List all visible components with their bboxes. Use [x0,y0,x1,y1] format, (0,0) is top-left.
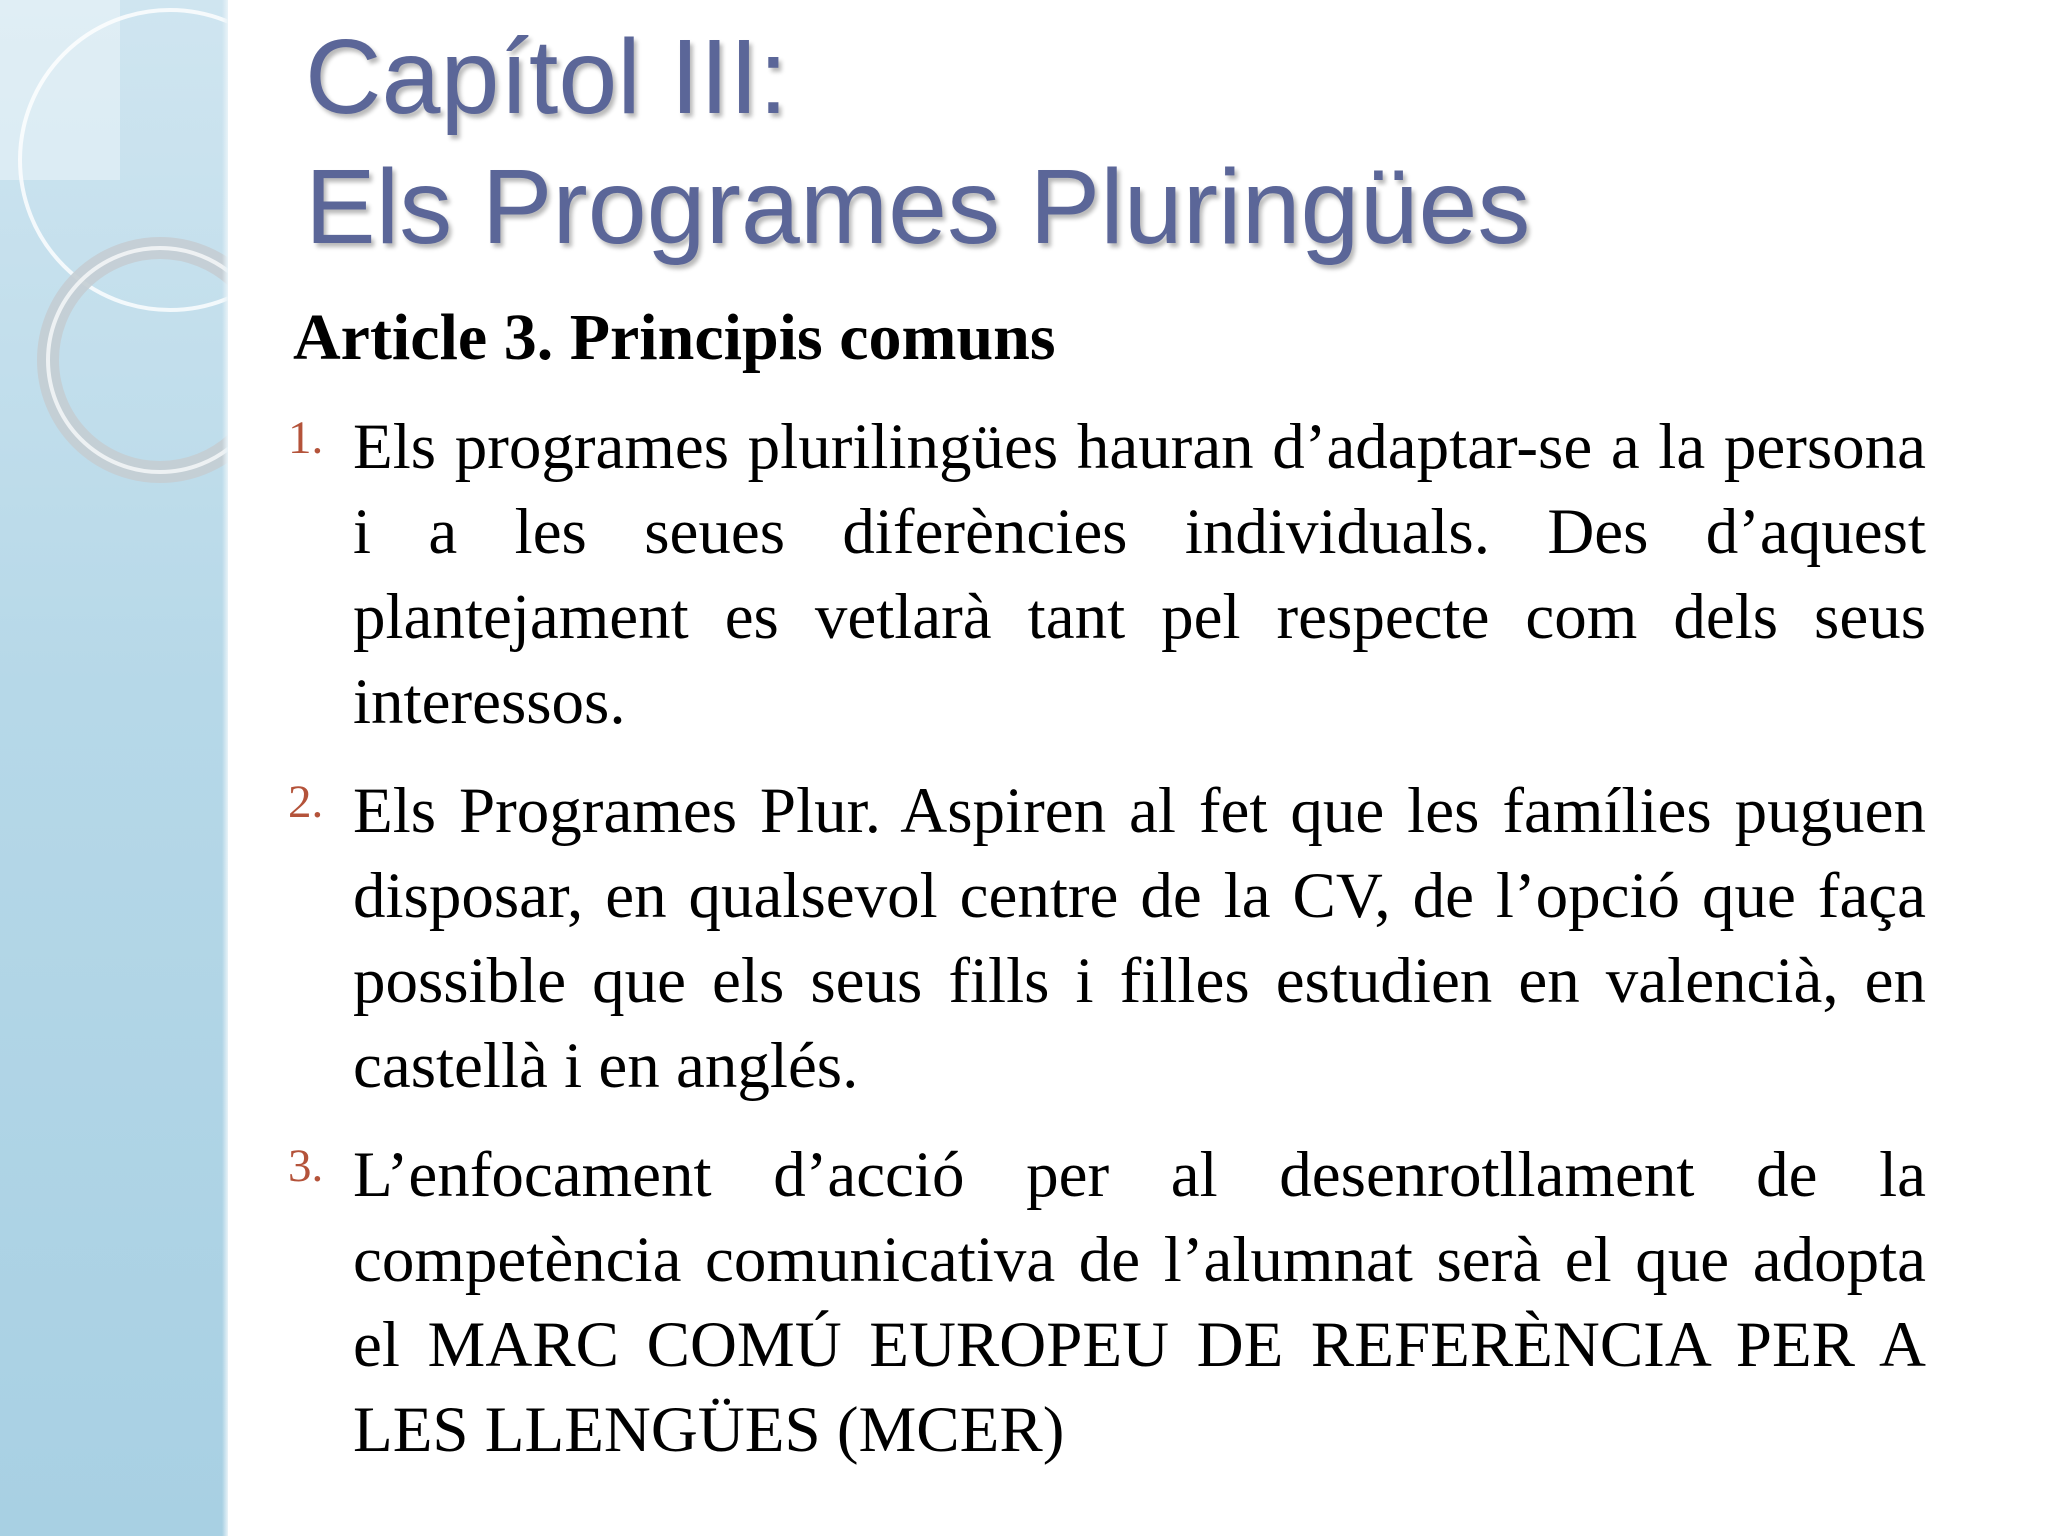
article-heading: Article 3. Principis comuns [293,301,1056,374]
slide-title-line-2: Els Programes Pluringües [305,148,1531,266]
slide-title-line-1: Capítol III: [305,18,789,136]
list-item-text: Els Programes Plur. Aspiren al fet que les famílies puguen disposar, en qualsevol centre de la CV, de l’opció que faça possible que els seus fills i filles estudien en valencià, en castellà i en anglés. [353,775,1926,1102]
list-item-number: 1. [288,412,324,464]
principles-list [288,405,1926,1497]
list-item-text: Els programes plurilingües hauran d’adaptar-se a la persona i a les seues diferències individuals. Des d’aquest plantejament es vetlarà tant pel respecte com dels seus interessos. [353,411,1926,738]
list-item [288,769,1926,1109]
list-item-number: 2. [288,776,324,828]
decorative-circles [0,0,228,520]
list-item [288,405,1926,745]
decorative-side-band [0,0,228,1536]
list-item [288,1133,1926,1473]
slide-title [305,12,1530,272]
list-item-text: L’enfocament d’acció per al desenrotllament de la competència comunicativa de l’alumnat serà el que adopta el MARC COMÚ EUROPEU DE REFERÈNCIA PER A LES LLENGÜES (MCER) [353,1139,1926,1466]
list-item-number: 3. [288,1140,324,1192]
side-band-edge [222,0,228,1536]
decorative-ring [48,248,228,472]
